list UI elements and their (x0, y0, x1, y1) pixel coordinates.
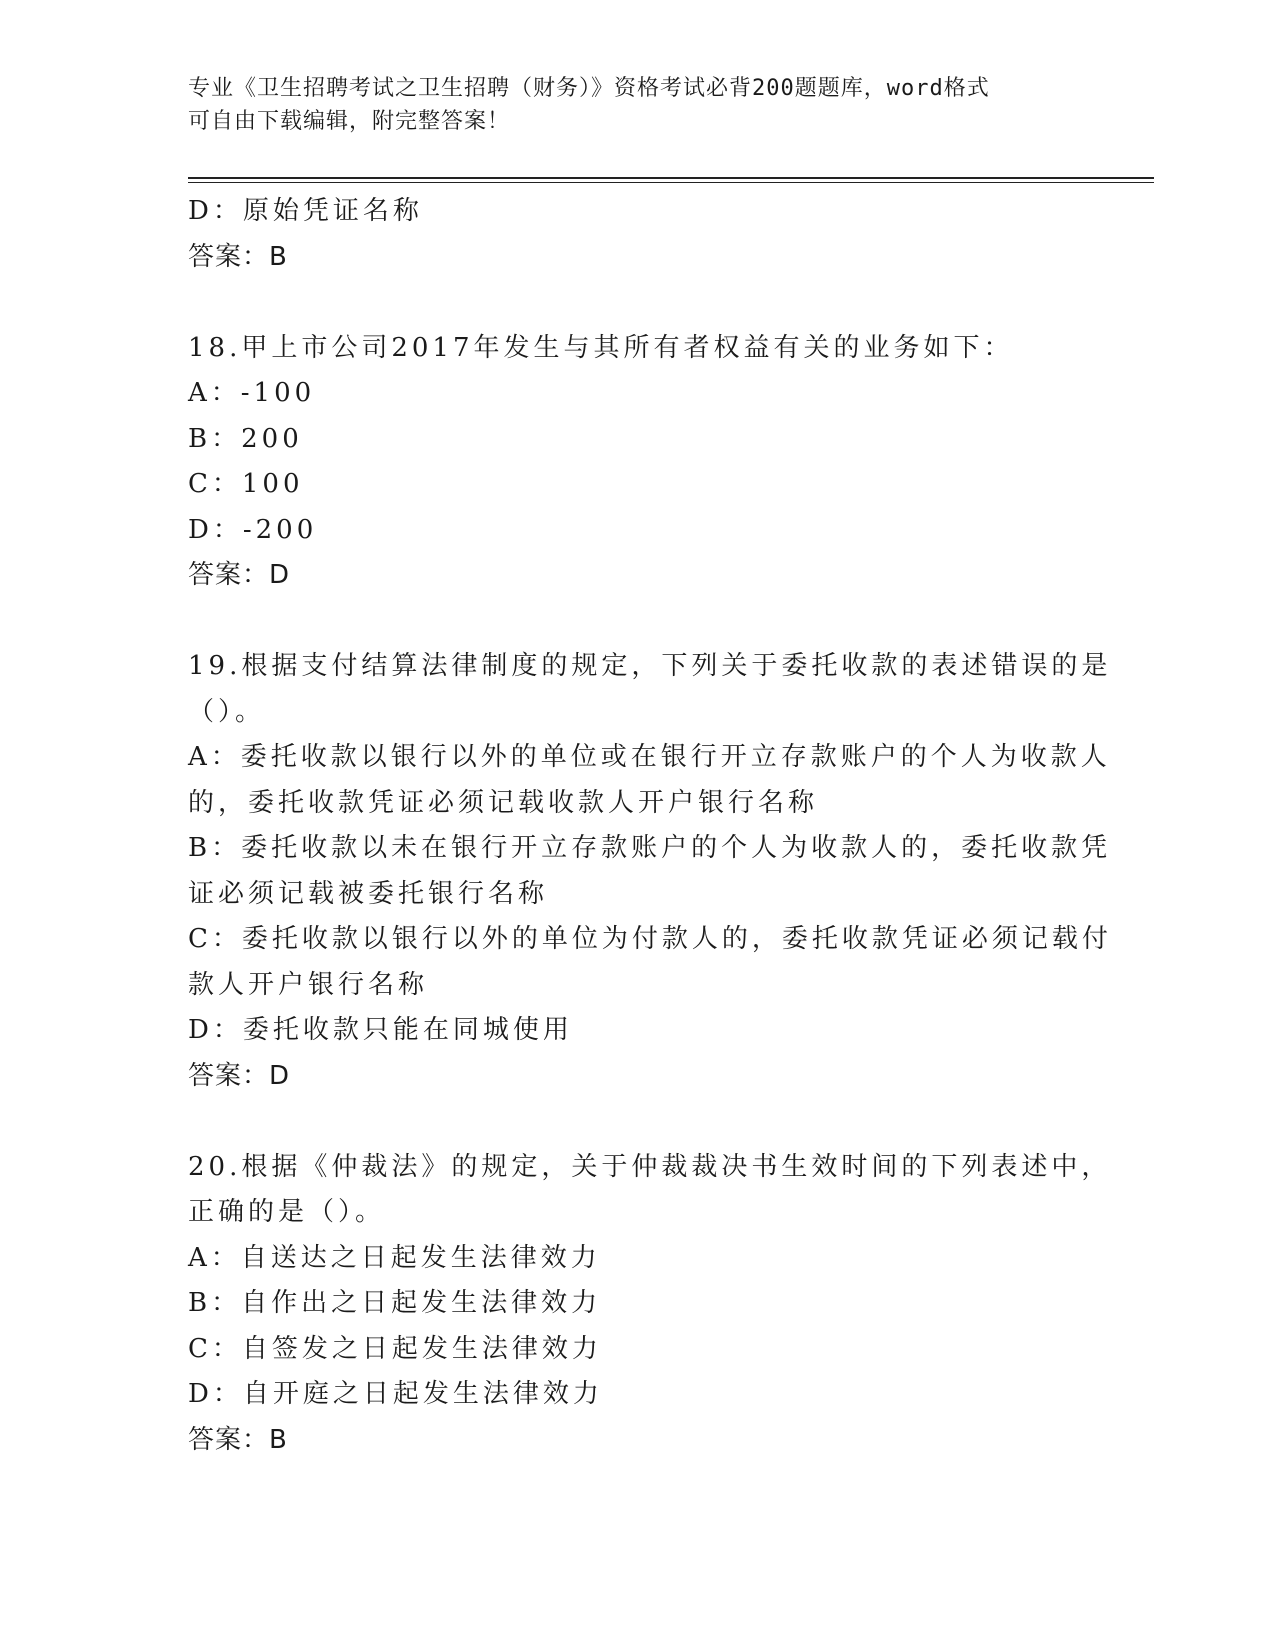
question-stem: 19.根据支付结算法律制度的规定，下列关于委托收款的表述错误的是 (188, 651, 1112, 681)
document-body (188, 189, 1112, 1463)
previous-question-tail (188, 189, 1088, 280)
option-a: A：自送达之日起发生法律效力 (188, 1242, 601, 1273)
option-a: A：委托收款以银行以外的单位或在银行开立存款账户的个人为收款人 (188, 742, 1111, 772)
option-b-continued: 证必须记载被委托银行名称 (188, 878, 549, 909)
option-d: D：自开庭之日起发生法律效力 (188, 1379, 603, 1409)
header-line-1: 专业《卫生招聘考试之卫生招聘（财务）》资格考试必背200题题库，word格式 (188, 76, 990, 101)
answer-line: 答案：B (188, 241, 288, 272)
question-19 (188, 644, 1112, 1099)
answer-line: 答案：B (188, 1424, 288, 1455)
question-20 (188, 1145, 1112, 1464)
question-18 (188, 326, 1088, 599)
document-header (188, 72, 1068, 138)
spacer (188, 599, 1088, 645)
option-c: C：100 (188, 469, 304, 499)
option-a-continued: 的，委托收款凭证必须记载收款人开户银行名称 (188, 787, 819, 818)
question-stem: 20.根据《仲裁法》的规定，关于仲裁裁决书生效时间的下列表述中， (188, 1151, 1112, 1182)
option-a: A：-100 (188, 378, 316, 408)
answer-line: 答案：D (188, 1060, 291, 1091)
header-divider-thin (188, 182, 1154, 183)
option-b: B：自作出之日起发生法律效力 (188, 1288, 602, 1318)
option-b: B：200 (188, 423, 303, 454)
option-b: B：委托收款以未在银行开立存款账户的个人为收款人的，委托收款凭 (188, 833, 1112, 863)
option-c: C：委托收款以银行以外的单位为付款人的，委托收款凭证必须记载付 (188, 924, 1112, 954)
spacer (188, 280, 1088, 326)
spacer (188, 1099, 1088, 1145)
option-d: D：-200 (188, 514, 318, 545)
question-stem-continued: （）。 (188, 696, 266, 727)
header-line-2: 可自由下载编辑，附完整答案！ (188, 109, 511, 134)
option-d: D：委托收款只能在同城使用 (188, 1015, 573, 1045)
option-d: D：原始凭证名称 (188, 196, 423, 226)
option-c-continued: 款人开户银行名称 (188, 969, 429, 1000)
header-divider-thick (188, 177, 1154, 179)
question-stem-continued: 正确的是（）。 (188, 1197, 386, 1227)
answer-line: 答案：D (188, 560, 291, 590)
question-stem: 18.甲上市公司2017年发生与其所有者权益有关的业务如下： (188, 332, 1014, 363)
option-c: C：自签发之日起发生法律效力 (188, 1333, 602, 1364)
